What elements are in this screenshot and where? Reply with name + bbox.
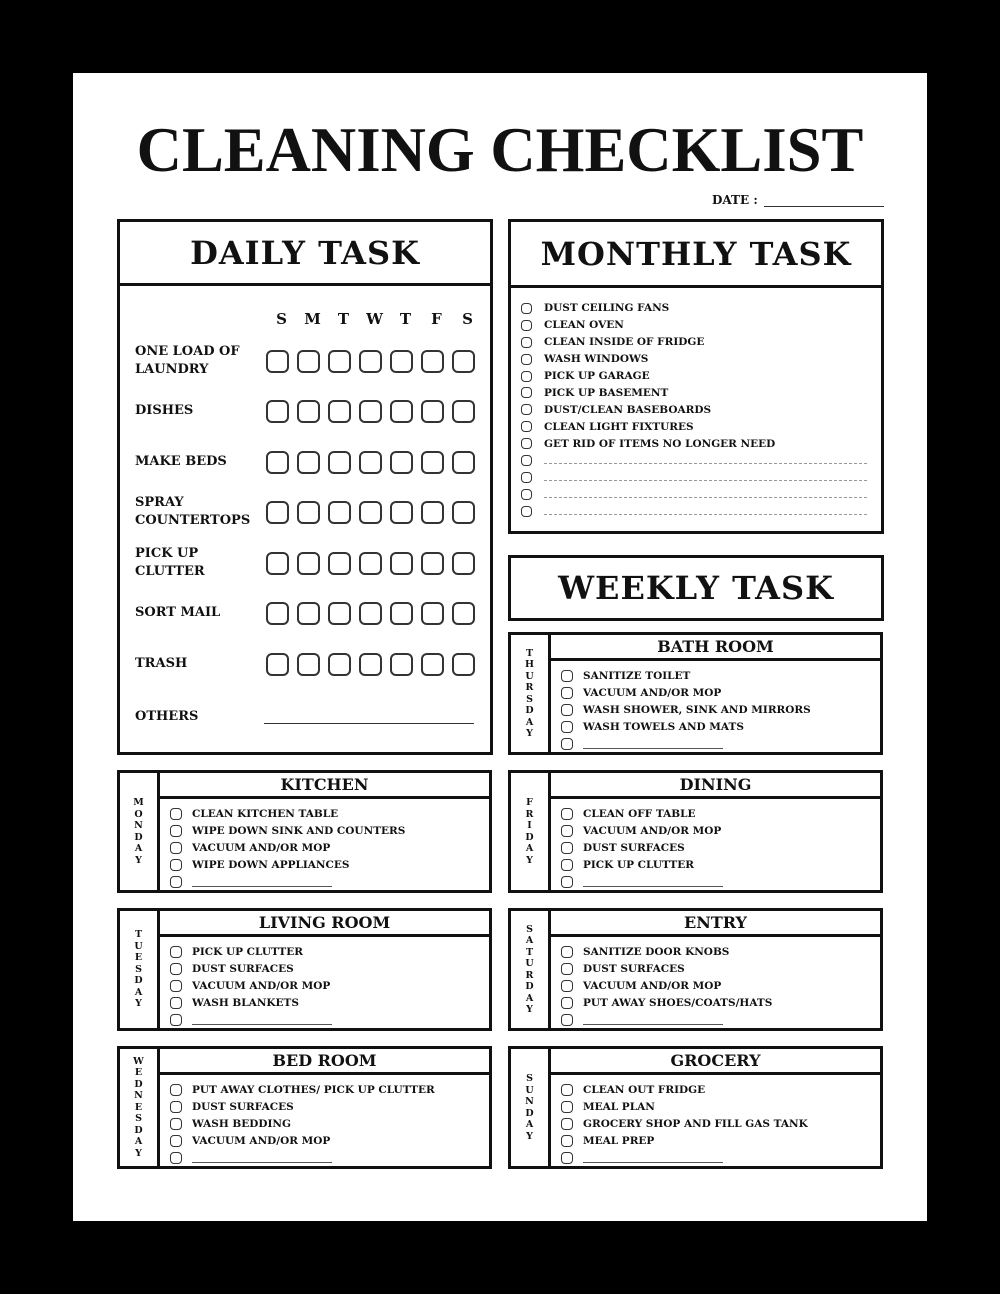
monthly-item bbox=[521, 435, 871, 452]
daily-checkbox[interactable] bbox=[328, 451, 351, 474]
weekly-item-label: PICK UP CLUTTER bbox=[583, 858, 694, 871]
weekly-item-label: VACUUM AND/OR MOP bbox=[192, 841, 331, 854]
checkbox[interactable] bbox=[170, 876, 182, 888]
weekly-item-label: SANITIZE DOOR KNOBS bbox=[583, 945, 730, 958]
weekly-item-label: WASH BEDDING bbox=[192, 1117, 291, 1130]
day-letter: F bbox=[431, 310, 442, 328]
weekly-item bbox=[561, 960, 880, 977]
weekly-item-label: CLEAN OFF TABLE bbox=[583, 807, 696, 820]
day-label: T U E S D A Y bbox=[120, 911, 160, 1028]
daily-checkbox[interactable] bbox=[452, 350, 475, 373]
daily-checkbox[interactable] bbox=[421, 602, 444, 625]
weekly-item-label: VACUUM AND/OR MOP bbox=[192, 979, 331, 992]
checkbox[interactable] bbox=[561, 808, 573, 820]
monthly-item bbox=[521, 317, 871, 334]
monthly-task-title: MONTHLY TASK bbox=[511, 222, 881, 288]
weekly-blank-item bbox=[170, 1149, 489, 1166]
weekly-day-thursday bbox=[508, 632, 883, 755]
checkbox[interactable] bbox=[561, 1152, 573, 1164]
daily-task-label: MAKE BEDS bbox=[135, 454, 227, 469]
weekly-item-label: WIPE DOWN SINK AND COUNTERS bbox=[192, 824, 406, 837]
weekly-blank-item bbox=[170, 1011, 489, 1028]
weekly-item bbox=[561, 1098, 880, 1115]
weekly-item-label: WASH TOWELS AND MATS bbox=[583, 720, 744, 733]
weekly-item bbox=[561, 1132, 880, 1149]
day-label: S U N D A Y bbox=[511, 1049, 551, 1166]
checkbox[interactable] bbox=[170, 842, 182, 854]
daily-task-label: TRASH bbox=[135, 656, 188, 671]
weekly-item bbox=[561, 822, 880, 839]
weekly-item-label: PUT AWAY CLOTHES/ PICK UP CLUTTER bbox=[192, 1083, 435, 1096]
checkbox[interactable] bbox=[561, 687, 573, 699]
weekly-task-title: WEEKLY TASK bbox=[558, 569, 834, 607]
daily-task-label: PICK UP CLUTTER bbox=[135, 546, 205, 579]
weekly-item-label: CLEAN KITCHEN TABLE bbox=[192, 807, 339, 820]
daily-checkbox[interactable] bbox=[390, 602, 413, 625]
daily-checkbox[interactable] bbox=[390, 501, 413, 524]
daily-checkbox[interactable] bbox=[266, 653, 289, 676]
checkbox[interactable] bbox=[521, 404, 532, 415]
blank-line[interactable] bbox=[583, 877, 723, 887]
checkbox[interactable] bbox=[561, 963, 573, 975]
daily-task-label: SPRAY COUNTERTOPS bbox=[135, 495, 251, 528]
monthly-item bbox=[521, 401, 871, 418]
monthly-item-label: CLEAN LIGHT FIXTURES bbox=[544, 420, 694, 433]
monthly-item-label: PICK UP GARAGE bbox=[544, 370, 650, 382]
checkbox[interactable] bbox=[170, 1152, 182, 1164]
checkbox[interactable] bbox=[561, 825, 573, 837]
weekday-header bbox=[266, 310, 483, 328]
daily-checkbox[interactable] bbox=[452, 400, 475, 423]
checkbox[interactable] bbox=[521, 303, 532, 314]
daily-task-row bbox=[135, 492, 480, 532]
day-letter: S bbox=[276, 310, 287, 328]
weekly-item bbox=[170, 856, 489, 873]
checkbox[interactable] bbox=[561, 980, 573, 992]
checkbox[interactable] bbox=[170, 859, 182, 871]
monthly-item bbox=[521, 384, 871, 401]
weekly-item bbox=[170, 1115, 489, 1132]
weekly-item bbox=[561, 1115, 880, 1132]
checkbox[interactable] bbox=[561, 1014, 573, 1026]
checkbox[interactable] bbox=[561, 721, 573, 733]
weekly-item-label: VACUUM AND/OR MOP bbox=[583, 686, 722, 699]
checkbox[interactable] bbox=[170, 963, 182, 975]
checkbox[interactable] bbox=[521, 354, 532, 365]
daily-task-row bbox=[135, 644, 480, 684]
daily-checkbox[interactable] bbox=[421, 653, 444, 676]
others-row bbox=[135, 697, 480, 737]
weekly-item bbox=[170, 805, 489, 822]
checkbox[interactable] bbox=[521, 472, 532, 483]
daily-checkbox[interactable] bbox=[328, 653, 351, 676]
room-title: GROCERY bbox=[551, 1049, 880, 1075]
monthly-item-label: CLEAN INSIDE OF FRIDGE bbox=[544, 336, 705, 349]
daily-checkbox[interactable] bbox=[297, 552, 320, 575]
daily-task-row bbox=[135, 593, 480, 633]
weekly-item-label: VACUUM AND/OR MOP bbox=[583, 824, 722, 837]
weekly-item bbox=[561, 805, 880, 822]
daily-checkbox[interactable] bbox=[266, 350, 289, 373]
blank-line[interactable] bbox=[544, 473, 867, 481]
monthly-blank-item bbox=[521, 469, 871, 486]
others-input-line[interactable] bbox=[264, 710, 474, 724]
day-letter: T bbox=[337, 310, 350, 328]
checkbox[interactable] bbox=[170, 980, 182, 992]
monthly-item bbox=[521, 334, 871, 351]
checkbox[interactable] bbox=[521, 337, 532, 348]
daily-checkbox[interactable] bbox=[297, 350, 320, 373]
weekly-item bbox=[561, 701, 880, 718]
daily-checkbox[interactable] bbox=[297, 653, 320, 676]
checkbox[interactable] bbox=[521, 506, 532, 517]
checkbox[interactable] bbox=[521, 387, 532, 398]
monthly-item-label: GET RID OF ITEMS NO LONGER NEED bbox=[544, 437, 776, 450]
daily-checkbox[interactable] bbox=[390, 451, 413, 474]
monthly-item-label: DUST/CLEAN BASEBOARDS bbox=[544, 403, 712, 416]
day-letter: S bbox=[462, 310, 473, 328]
daily-task-label: ONE LOAD OF LAUNDRY bbox=[135, 344, 240, 377]
checkbox[interactable] bbox=[561, 859, 573, 871]
date-line[interactable] bbox=[764, 195, 884, 207]
day-letter: T bbox=[399, 310, 412, 328]
daily-task-row bbox=[135, 442, 480, 482]
room-title: KITCHEN bbox=[160, 773, 489, 799]
day-label: M O N D A Y bbox=[120, 773, 160, 890]
day-letter: W bbox=[366, 310, 383, 328]
weekly-item-label: SANITIZE TOILET bbox=[583, 669, 691, 682]
checkbox[interactable] bbox=[170, 997, 182, 1009]
checkbox[interactable] bbox=[170, 808, 182, 820]
checkbox[interactable] bbox=[170, 1014, 182, 1026]
monthly-item-label: CLEAN OVEN bbox=[544, 319, 624, 332]
weekly-item bbox=[561, 684, 880, 701]
weekly-item-label: PICK UP CLUTTER bbox=[192, 945, 303, 958]
weekly-item bbox=[561, 856, 880, 873]
weekly-item-label: WIPE DOWN APPLIANCES bbox=[192, 858, 350, 871]
daily-checkbox[interactable] bbox=[359, 400, 382, 423]
monthly-item bbox=[521, 418, 871, 435]
weekly-item bbox=[170, 1081, 489, 1098]
daily-checkbox[interactable] bbox=[421, 501, 444, 524]
checkbox[interactable] bbox=[170, 946, 182, 958]
weekly-task-title-box bbox=[508, 555, 884, 621]
daily-checkbox[interactable] bbox=[297, 400, 320, 423]
monthly-item-label: WASH WINDOWS bbox=[544, 353, 649, 366]
blank-line[interactable] bbox=[192, 1153, 332, 1163]
blank-line[interactable] bbox=[583, 739, 723, 749]
daily-checkbox[interactable] bbox=[359, 451, 382, 474]
daily-checkbox[interactable] bbox=[266, 501, 289, 524]
weekly-day-friday bbox=[508, 770, 883, 893]
daily-checkbox[interactable] bbox=[359, 501, 382, 524]
checkbox[interactable] bbox=[170, 825, 182, 837]
weekly-item bbox=[561, 1081, 880, 1098]
weekly-item bbox=[561, 718, 880, 735]
checkbox[interactable] bbox=[521, 371, 532, 382]
weekly-item bbox=[170, 977, 489, 994]
monthly-item bbox=[521, 300, 871, 317]
daily-task-title: DAILY TASK bbox=[120, 222, 490, 286]
weekly-blank-item bbox=[561, 735, 880, 752]
checkbox[interactable] bbox=[170, 1118, 182, 1130]
checkbox[interactable] bbox=[561, 670, 573, 682]
daily-checkbox[interactable] bbox=[297, 501, 320, 524]
daily-checkbox[interactable] bbox=[390, 653, 413, 676]
weekly-item-label: VACUUM AND/OR MOP bbox=[583, 979, 722, 992]
daily-checkbox[interactable] bbox=[421, 350, 444, 373]
checkbox[interactable] bbox=[561, 704, 573, 716]
weekly-item-label: MEAL PREP bbox=[583, 1134, 655, 1147]
monthly-blank-item bbox=[521, 452, 871, 469]
monthly-task-section bbox=[508, 219, 884, 534]
checkbox[interactable] bbox=[521, 320, 532, 331]
daily-checkbox[interactable] bbox=[328, 400, 351, 423]
daily-checkbox[interactable] bbox=[328, 552, 351, 575]
weekly-item-label: CLEAN OUT FRIDGE bbox=[583, 1083, 706, 1096]
blank-line[interactable] bbox=[583, 1015, 723, 1025]
monthly-item-label: PICK UP BASEMENT bbox=[544, 386, 669, 399]
blank-line[interactable] bbox=[544, 490, 867, 498]
room-title: ENTRY bbox=[551, 911, 880, 937]
daily-checkbox[interactable] bbox=[359, 552, 382, 575]
weekly-item-label: DUST SURFACES bbox=[583, 962, 685, 975]
checkbox[interactable] bbox=[561, 876, 573, 888]
page-title: CLEANING CHECKLIST bbox=[136, 114, 864, 185]
blank-line[interactable] bbox=[583, 1153, 723, 1163]
daily-checkbox[interactable] bbox=[452, 451, 475, 474]
daily-checkbox[interactable] bbox=[452, 552, 475, 575]
blank-line[interactable] bbox=[192, 877, 332, 887]
date-field[interactable] bbox=[712, 193, 884, 207]
blank-line[interactable] bbox=[544, 456, 867, 464]
daily-checkbox[interactable] bbox=[297, 602, 320, 625]
day-label: W E D N E S D A Y bbox=[120, 1049, 160, 1166]
weekly-day-sunday bbox=[508, 1046, 883, 1169]
weekly-item-label: GROCERY SHOP AND FILL GAS TANK bbox=[583, 1117, 808, 1130]
weekly-item bbox=[561, 994, 880, 1011]
weekly-item-label: PUT AWAY SHOES/COATS/HATS bbox=[583, 996, 773, 1009]
daily-checkbox[interactable] bbox=[359, 653, 382, 676]
weekly-item bbox=[561, 943, 880, 960]
weekly-item bbox=[170, 822, 489, 839]
daily-checkbox[interactable] bbox=[266, 451, 289, 474]
weekly-item bbox=[170, 1098, 489, 1115]
checkbox[interactable] bbox=[561, 997, 573, 1009]
weekly-item bbox=[561, 667, 880, 684]
daily-checkbox[interactable] bbox=[266, 602, 289, 625]
weekly-day-wednesday bbox=[117, 1046, 492, 1169]
checkbox[interactable] bbox=[521, 438, 532, 449]
daily-checkbox[interactable] bbox=[390, 400, 413, 423]
checkbox[interactable] bbox=[561, 738, 573, 750]
daily-checkbox[interactable] bbox=[266, 400, 289, 423]
blank-line[interactable] bbox=[192, 1015, 332, 1025]
daily-checkbox[interactable] bbox=[390, 350, 413, 373]
monthly-item bbox=[521, 351, 871, 368]
room-title: LIVING ROOM bbox=[160, 911, 489, 937]
weekly-item bbox=[170, 943, 489, 960]
daily-checkbox[interactable] bbox=[359, 350, 382, 373]
checkbox[interactable] bbox=[561, 946, 573, 958]
checkbox[interactable] bbox=[561, 1084, 573, 1096]
daily-checkbox[interactable] bbox=[421, 552, 444, 575]
daily-checkbox[interactable] bbox=[452, 501, 475, 524]
weekly-item-label: MEAL PLAN bbox=[583, 1100, 655, 1113]
weekly-item bbox=[170, 839, 489, 856]
weekly-item bbox=[170, 994, 489, 1011]
checkbox[interactable] bbox=[561, 1135, 573, 1147]
date-label: DATE : bbox=[712, 193, 758, 207]
checkbox[interactable] bbox=[561, 1101, 573, 1113]
daily-checkbox[interactable] bbox=[297, 451, 320, 474]
weekly-item bbox=[561, 839, 880, 856]
checkbox[interactable] bbox=[170, 1101, 182, 1113]
room-title: BATH ROOM bbox=[551, 635, 880, 661]
daily-checkbox[interactable] bbox=[421, 451, 444, 474]
room-title: BED ROOM bbox=[160, 1049, 489, 1075]
daily-checkbox[interactable] bbox=[390, 552, 413, 575]
room-title: DINING bbox=[551, 773, 880, 799]
weekly-item-label: WASH BLANKETS bbox=[192, 996, 299, 1009]
day-label: S A T U R D A Y bbox=[511, 911, 551, 1028]
weekly-item bbox=[561, 977, 880, 994]
monthly-blank-item bbox=[521, 486, 871, 503]
weekly-item-label: DUST SURFACES bbox=[192, 962, 294, 975]
weekly-item bbox=[170, 960, 489, 977]
daily-task-label: DISHES bbox=[135, 403, 194, 418]
daily-checkbox[interactable] bbox=[452, 602, 475, 625]
day-label: T H U R S D A Y bbox=[511, 635, 551, 752]
weekly-item-label: VACUUM AND/OR MOP bbox=[192, 1134, 331, 1147]
weekly-day-monday bbox=[117, 770, 492, 893]
weekly-item-label: WASH SHOWER, SINK AND MIRRORS bbox=[583, 703, 811, 716]
daily-checkbox[interactable] bbox=[328, 602, 351, 625]
weekly-item-label: DUST SURFACES bbox=[583, 841, 685, 854]
checkbox[interactable] bbox=[521, 421, 532, 432]
monthly-item bbox=[521, 368, 871, 385]
weekly-blank-item bbox=[561, 1011, 880, 1028]
daily-task-label: SORT MAIL bbox=[135, 605, 221, 620]
daily-task-row bbox=[135, 543, 480, 583]
checkbox[interactable] bbox=[561, 1118, 573, 1130]
weekly-blank-item bbox=[561, 1149, 880, 1166]
weekly-day-tuesday bbox=[117, 908, 492, 1031]
monthly-item-label: DUST CEILING FANS bbox=[544, 302, 670, 315]
weekly-item bbox=[170, 1132, 489, 1149]
checkbox[interactable] bbox=[561, 842, 573, 854]
daily-checkbox[interactable] bbox=[452, 653, 475, 676]
daily-checkbox[interactable] bbox=[328, 501, 351, 524]
daily-checkbox[interactable] bbox=[421, 400, 444, 423]
day-letter: M bbox=[304, 310, 321, 328]
checkbox[interactable] bbox=[170, 1135, 182, 1147]
checkbox[interactable] bbox=[521, 455, 532, 466]
daily-checkbox[interactable] bbox=[266, 552, 289, 575]
daily-task-row bbox=[135, 341, 480, 381]
others-label: OTHERS bbox=[135, 709, 199, 724]
weekly-item-label: DUST SURFACES bbox=[192, 1100, 294, 1113]
checkbox[interactable] bbox=[170, 1084, 182, 1096]
monthly-blank-item bbox=[521, 503, 871, 520]
weekly-blank-item bbox=[561, 873, 880, 890]
blank-line[interactable] bbox=[544, 507, 867, 515]
weekly-day-saturday bbox=[508, 908, 883, 1031]
daily-checkbox[interactable] bbox=[359, 602, 382, 625]
weekly-blank-item bbox=[170, 873, 489, 890]
daily-task-section bbox=[117, 219, 493, 755]
day-label: F R I D A Y bbox=[511, 773, 551, 890]
checkbox[interactable] bbox=[521, 489, 532, 500]
daily-checkbox[interactable] bbox=[328, 350, 351, 373]
daily-task-row bbox=[135, 391, 480, 431]
